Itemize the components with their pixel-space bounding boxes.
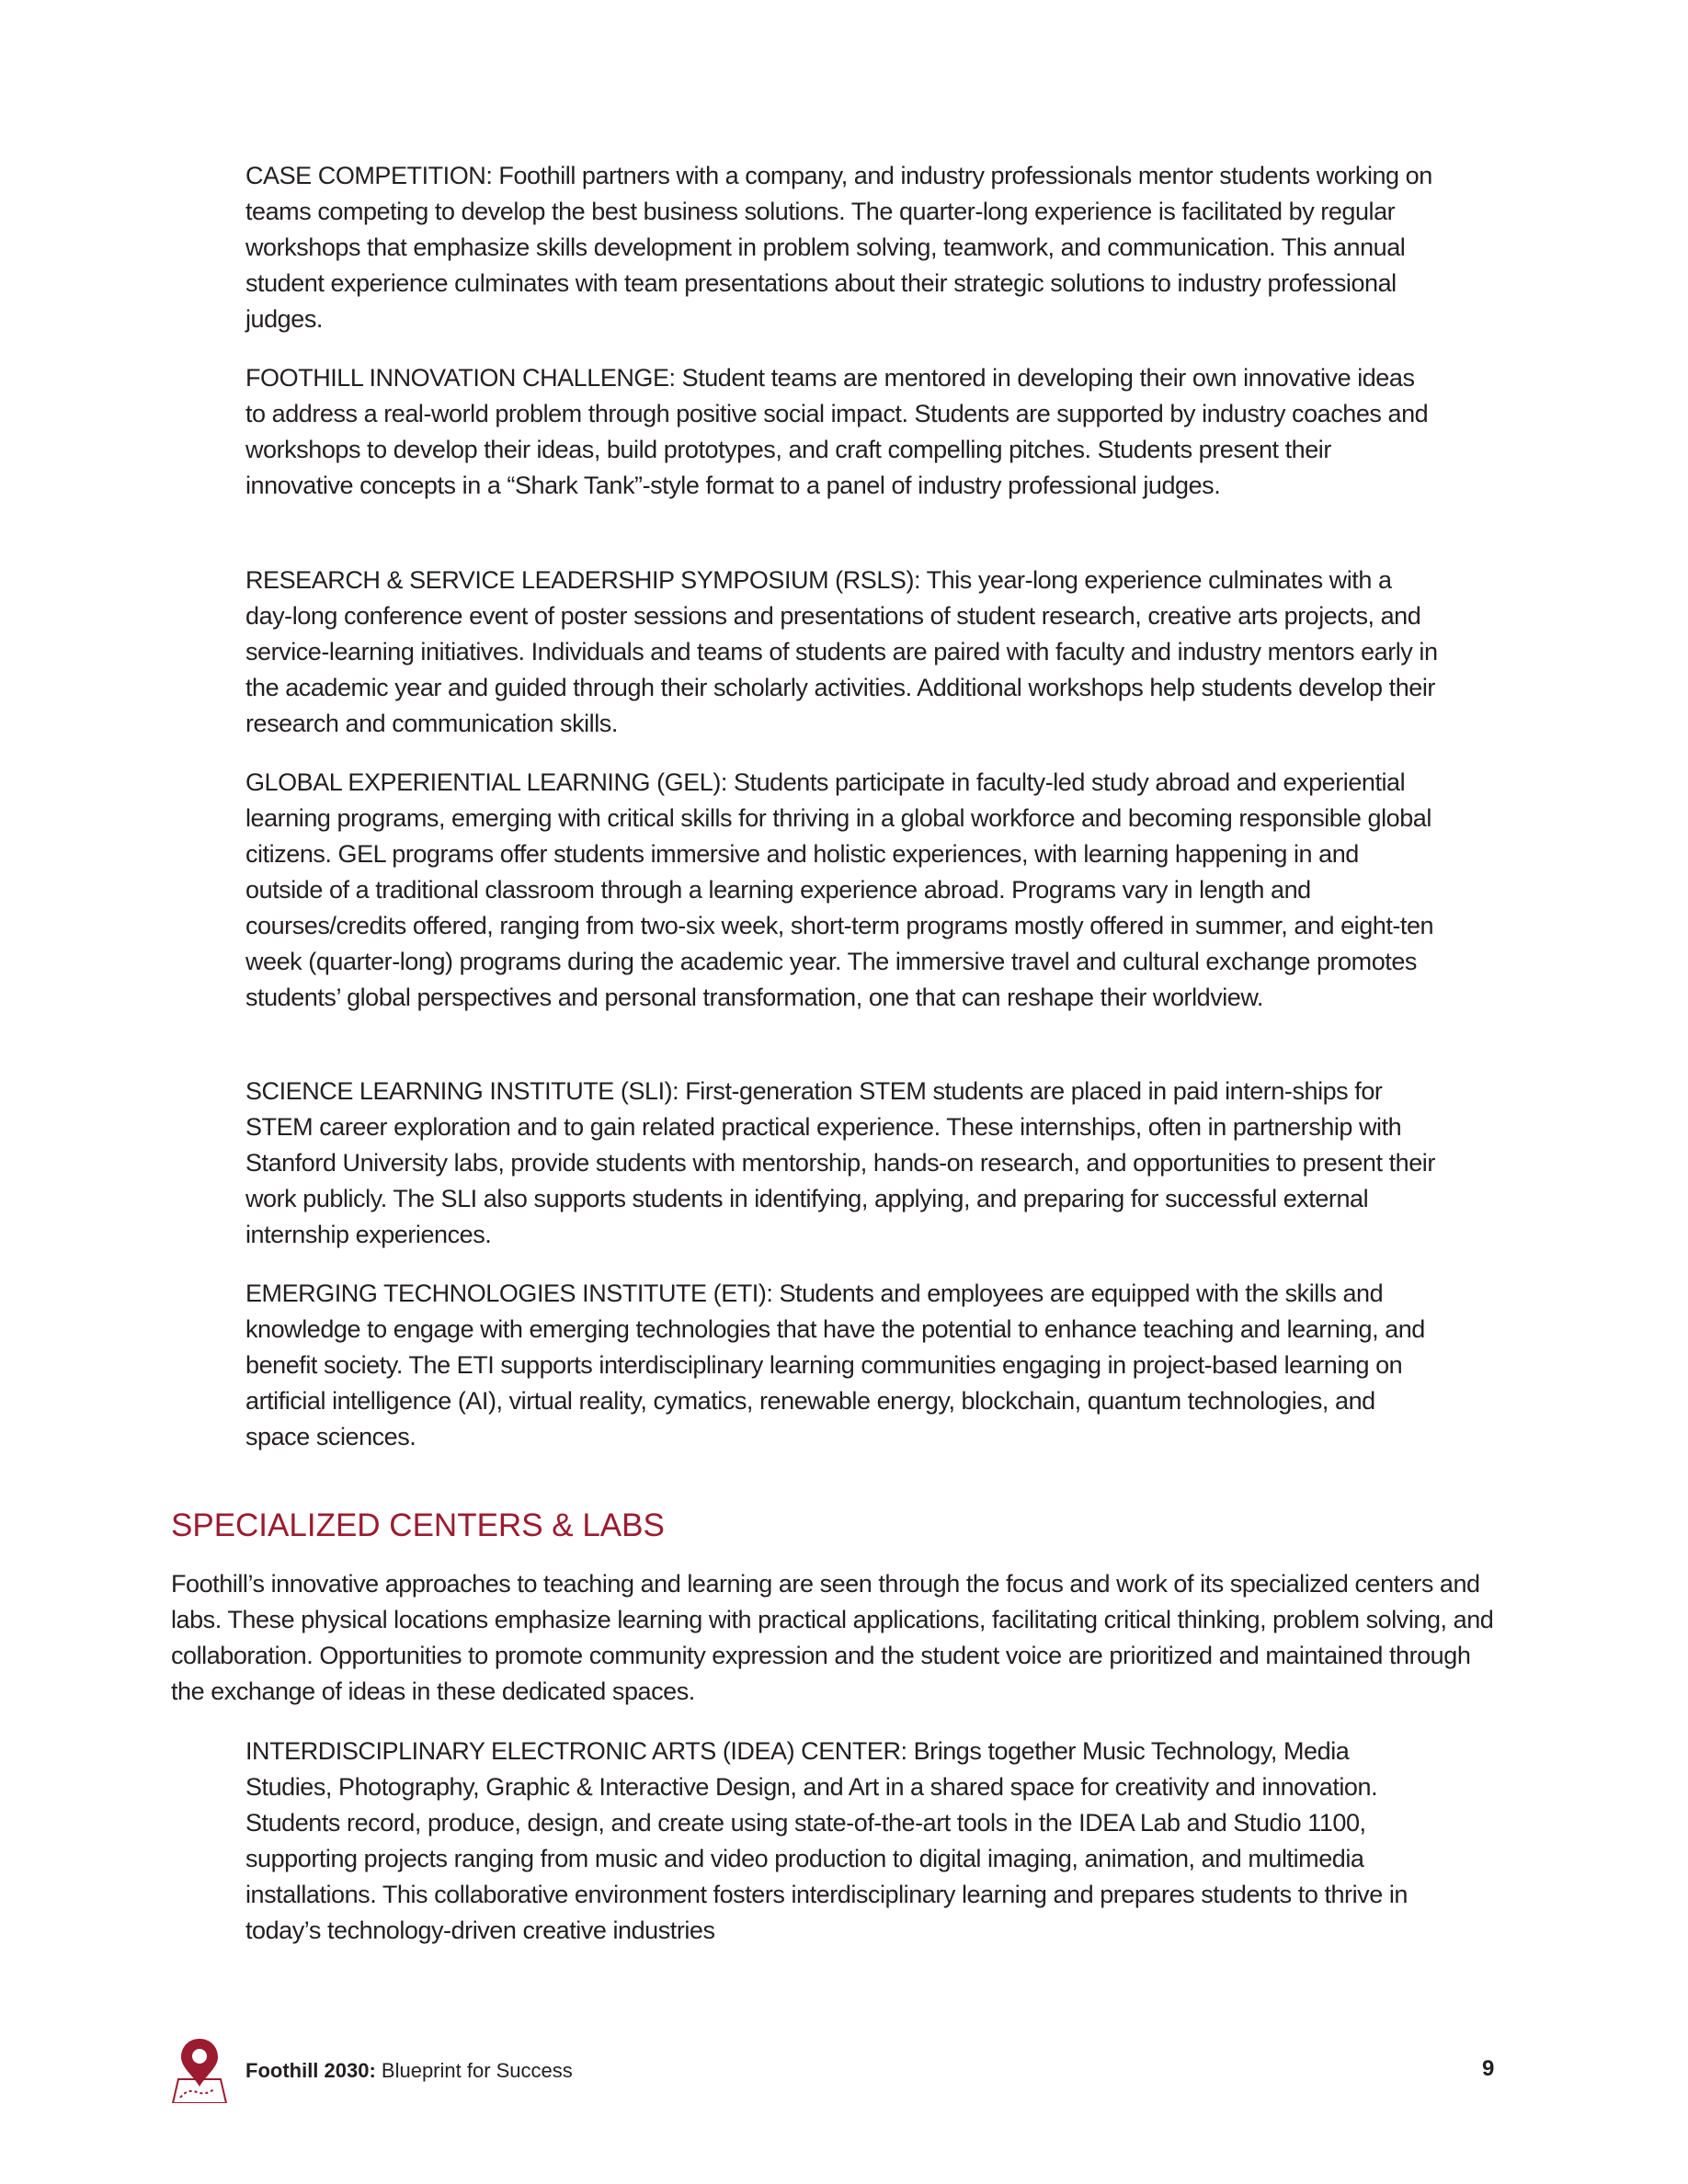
paragraph-sli: SCIENCE LEARNING INSTITUTE (SLI): First-generation STEM students are placed in paid intern-ships for STEM career exploration and to gain related practical experience. These internships, often in partnership with Stanford University labs, provide students with mentorship, hands-on research, and opportunities to present their work publicly. The SLI also supports students in identifying, applying, and preparing for successful external internship experiences. (245, 1077, 1435, 1248)
page-number: 9 (1482, 2056, 1495, 2081)
section-heading: SPECIALIZED CENTERS & LABS (171, 1507, 665, 1543)
section-intro: Foothill’s innovative approaches to teaching and learning are seen through the focus and work of its specialized centers and labs. These physical locations emphasize learning with practical applications, facilitating critical thinking, problem solving, and collaboration. Opportunities to promote community expression and the student voice are prioritized and maintained through the exchange of ideas in these dedicated spaces. (171, 1570, 1494, 1705)
footer-title-bold: Foothill 2030: (245, 2059, 376, 2082)
paragraph-rsls: RESEARCH & SERVICE LEADERSHIP SYMPOSIUM (RSLS): This year-long experience culminates with a day-long conference event of poster sessions and presentations of student research, creative arts projects, and service-learning initiatives. Individuals and teams of students are paired with faculty and industry mentors early in the academic year and guided through their scholarly activities. Additional workshops help students develop their research and communication skills. (245, 566, 1438, 737)
footer-title (245, 2057, 573, 2085)
footer-title-rest: Blueprint for Success (375, 2059, 573, 2082)
map-pin-icon (171, 2037, 228, 2103)
paragraph-idea-center: INTERDISCIPLINARY ELECTRONIC ARTS (IDEA) CENTER: Brings together Music Technology, Media Studies, Photography, Graphic & Interactive Design, and Art in a shared space for creativity and innovation. Students record, produce, design, and create using state-of-the-art tools in the IDEA Lab and Studio 1100, supporting projects ranging from music and video production to digital imaging, animation, and multimedia installations. This collaborative environment fosters interdisciplinary learning and prepares students to thrive in today’s technology-driven creative industries (245, 1737, 1408, 1944)
paragraph-gel: GLOBAL EXPERIENTIAL LEARNING (GEL): Students participate in faculty-led study abroad and experiential learning programs, emerging with critical skills for thriving in a global workforce and becoming responsible global citizens. GEL programs offer students immersive and holistic experiences, with learning happening in and outside of a traditional classroom through a learning experience abroad. Programs vary in length and courses/credits offered, ranging from two-six week, short-term programs mostly offered in summer, and eight-ten week (quarter-long) programs during the academic year. The immersive travel and cultural exchange promotes students’ global perspectives and personal transformation, one that can reshape their worldview. (245, 768, 1434, 1011)
paragraph-case-competition: CASE COMPETITION: Foothill partners with a company, and industry professionals mentor students working on teams competing to develop the best business solutions. The quarter-long experience is facilitated by regular workshops that emphasize skills development in problem solving, teamwork, and communication. This annual student experience culminates with team presentations about their strategic solutions to industry professional judges. (245, 162, 1432, 333)
paragraph-innovation-challenge: FOOTHILL INNOVATION CHALLENGE: Student teams are mentored in developing their own innovative ideas to address a real-world problem through positive social impact. Students are supported by industry coaches and workshops to develop their ideas, build prototypes, and craft compelling pitches. Students present their innovative concepts in a “Shark Tank”-style format to a panel of industry professional judges. (245, 364, 1429, 499)
paragraph-eti: EMERGING TECHNOLOGIES INSTITUTE (ETI): Students and employees are equipped with the skills and knowledge to engage with emerging technologies that have the potential to enhance teaching and learning, and benefit society. The ETI supports interdisciplinary learning communities engaging in project-based learning on artificial intelligence (AI), virtual reality, cymatics, renewable energy, blockchain, quantum technologies, and space sciences. (245, 1280, 1425, 1450)
